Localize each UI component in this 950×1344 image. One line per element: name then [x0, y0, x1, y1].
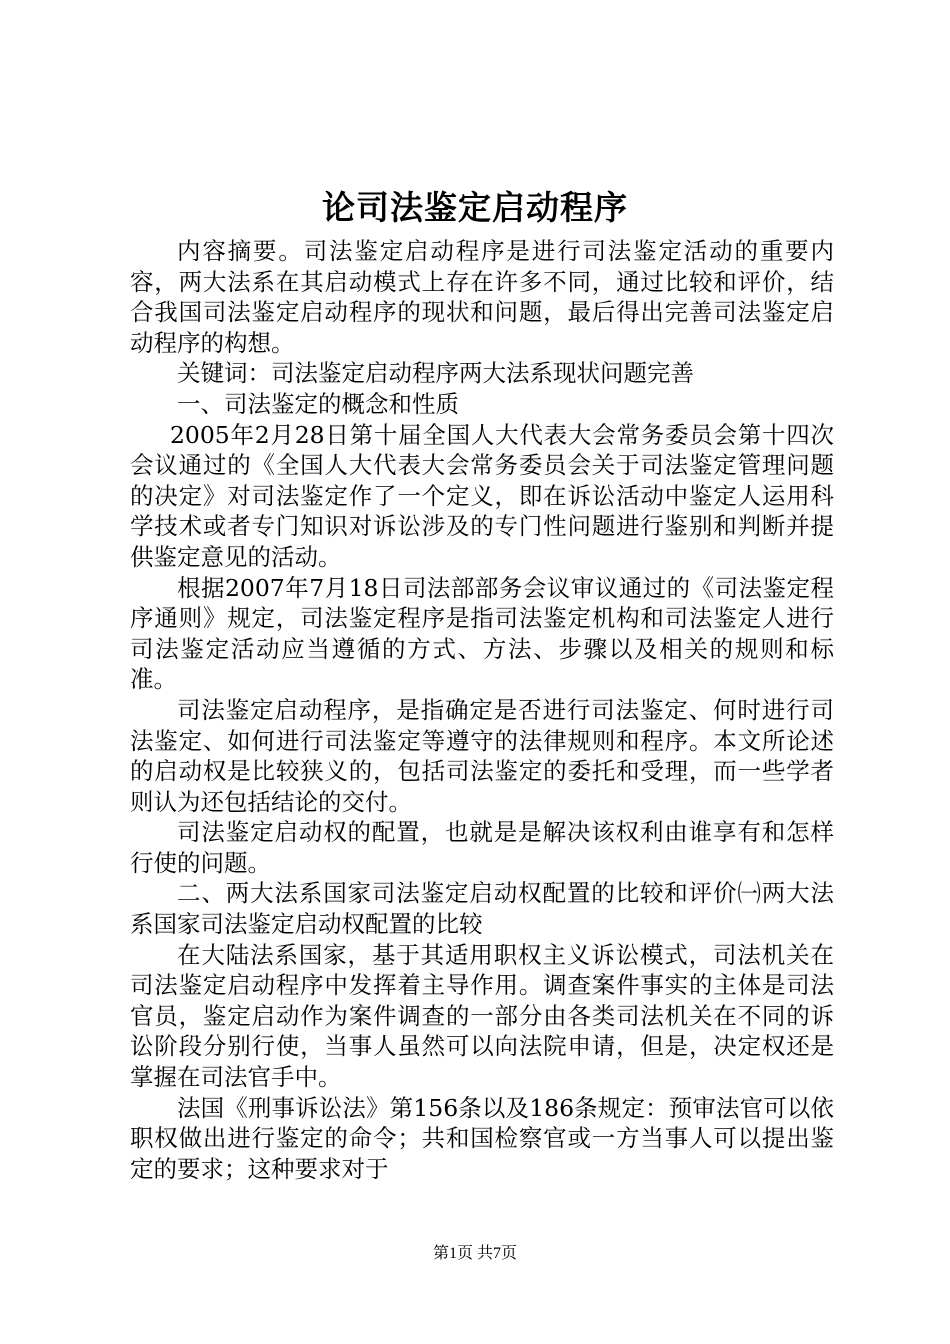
paragraph-france: 法国《刑事诉讼法》第156条以及186条规定：预审法官可以依职权做出进行鉴定的命令；共和国检察官或一方当事人可以提出鉴定的要求；这种要求对于 — [130, 1093, 834, 1183]
document-title: 论司法鉴定启动程序 — [322, 188, 628, 227]
section-heading-1: 一、司法鉴定的概念和性质 — [177, 389, 459, 418]
paragraph-civil-law: 在大陆法系国家，基于其适用职权主义诉讼模式，司法机关在司法鉴定启动程序中发挥着主导作用。调查案件事实的主体是司法官员，鉴定启动作为案件调查的一部分由各类司法机关在不同的诉讼阶段分别行使，当事人虽然可以向法院申请，但是，决定权还是掌握在司法官手中。 — [130, 940, 834, 1092]
page-number: 第1页 共7页 — [432, 1245, 517, 1262]
section-heading-2: 二、两大法系国家司法鉴定启动权配置的比较和评价㈠两大法系国家司法鉴定启动权配置的比较 — [130, 879, 834, 939]
paragraph-abstract: 内容摘要。司法鉴定启动程序是进行司法鉴定活动的重要内容，两大法系在其启动模式上存在许多不同，通过比较和评价，结合我国司法鉴定启动程序的现状和问题，最后得出完善司法鉴定启动程序的构想。 — [130, 237, 834, 357]
paragraph-right-allocation: 司法鉴定启动权的配置，也就是是解决该权利由谁享有和怎样行使的问题。 — [130, 818, 834, 877]
paragraph-definition: 2005年2月28日第十届全国人大代表大会常务委员会第十四次会议通过的《全国人大代表大会常务委员会关于司法鉴定管理问题的决定》对司法鉴定作了一个定义，即在诉讼活动中鉴定人运用科学技术或者专门知识对诉讼涉及的专门性问题进行鉴别和判断并提供鉴定意见的活动。 — [130, 420, 834, 571]
paragraph-keywords: 关键词：司法鉴定启动程序两大法系现状问题完善 — [177, 359, 694, 388]
paragraph-procedure-rules: 根据2007年7月18日司法部部务会议审议通过的《司法鉴定程序通则》规定，司法鉴定程序是指司法鉴定机构和司法鉴定人进行司法鉴定活动应当遵循的方式、方法、步骤以及相关的规则和标准。 — [130, 573, 834, 694]
paragraph-startup-procedure: 司法鉴定启动程序，是指确定是否进行司法鉴定、何时进行司法鉴定、如何进行司法鉴定等遵守的法律规则和程序。本文所论述的启动权是比较狭义的，包括司法鉴定的委托和受理，而一些学者则认为还包括结论的交付。 — [130, 695, 834, 816]
document-body — [130, 236, 834, 1184]
